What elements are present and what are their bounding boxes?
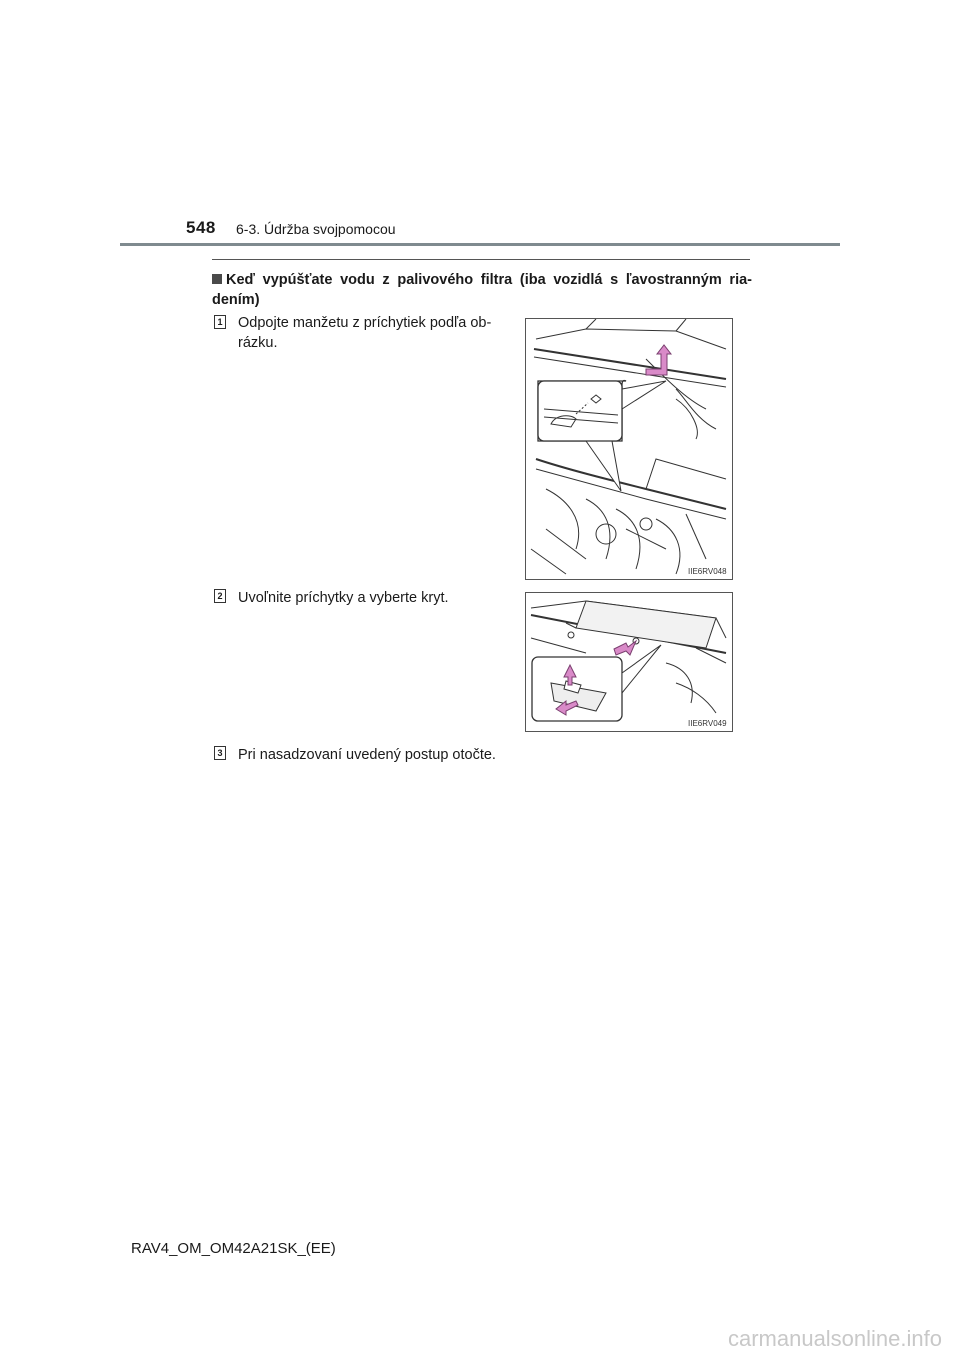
heading-text: Keď vypúšťate vodu z palivového filtra (iba vozidlá s ľavostranným ria-dením) (212, 272, 752, 308)
step-text-1-line1: Odpojte manžetu z príchytiek podľa ob- (238, 315, 492, 331)
page-number: 548 (186, 218, 216, 237)
step-text-1 (238, 313, 508, 353)
step-badge-2: 2 (214, 589, 226, 603)
section-title: 6-3. Údržba svojpomocou (236, 221, 396, 237)
figure-1-code: IIE6RV048 (688, 567, 727, 576)
section-heading (212, 270, 752, 310)
square-bullet-icon (212, 274, 222, 284)
figure-1 (525, 318, 733, 580)
engine-bay-illustration-2 (526, 593, 732, 731)
step-text-2: Uvoľnite príchytky a vyberte kryt. (238, 590, 449, 606)
step-text-1-line2: rázku. (238, 335, 278, 351)
figure-2 (525, 592, 733, 732)
step-badge-3: 3 (214, 746, 226, 760)
step-text-3: Pri nasadzovaní uvedený postup otočte. (238, 747, 496, 763)
sub-rule (212, 259, 750, 260)
step-badge-1: 1 (214, 315, 226, 329)
header-rule (120, 243, 840, 246)
watermark: carmanualsonline.info (727, 1326, 942, 1351)
engine-bay-illustration-1 (526, 319, 732, 579)
figure-2-code: IIE6RV049 (688, 719, 727, 728)
footer-model: RAV4_OM_OM42A21SK_(EE) (131, 1240, 336, 1257)
